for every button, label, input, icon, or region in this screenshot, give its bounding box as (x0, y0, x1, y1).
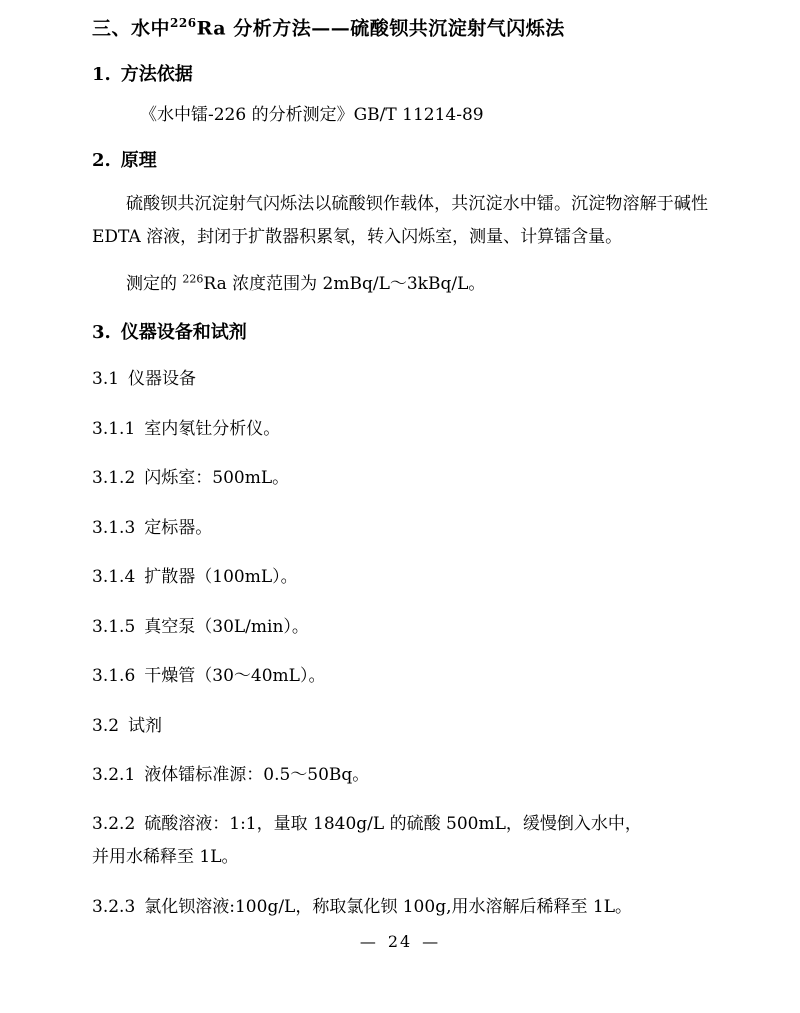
item-label: 3.1.5 (92, 616, 136, 637)
section-2-paragraph-2-superscript: 226 (182, 272, 204, 286)
section-3-heading (92, 319, 708, 346)
section-1-reference: 《水中镭-226 的分析测定》GB/T 11214-89 (140, 104, 484, 125)
item-label: 3.2.3 (92, 896, 136, 917)
section-2-paragraph-2 (92, 268, 708, 301)
page-title-prefix: 三、水中 (92, 17, 171, 40)
item-text: 定标器。 (144, 517, 213, 538)
item-text: 闪烁室：500mL。 (144, 468, 290, 489)
subsection-3-1-number: 3.1 (92, 369, 120, 390)
item-text: 液体镭标准源：0.5～50Bq。 (144, 764, 370, 785)
subsection-3-2-number: 3.2 (92, 715, 120, 736)
item-text: 扩散器（100mL）。 (144, 567, 298, 588)
page-title-rest: Ra 分析方法——硫酸钡共沉淀射气闪烁法 (196, 17, 565, 40)
section-3-number: 3. (92, 322, 111, 344)
page-title (92, 14, 708, 43)
section-1-number: 1. (92, 63, 111, 85)
section-2-paragraph-2-pre: 测定的 (126, 274, 183, 295)
item-text: 室内氡钍分析仪。 (144, 418, 281, 439)
footer-dash-left: — (359, 932, 378, 951)
item-text: 干燥管（30～40mL）。 (144, 666, 326, 687)
section-1-heading (92, 61, 708, 88)
page-footer (0, 932, 800, 951)
list-item (92, 809, 708, 874)
subsection-3-1-heading (92, 364, 708, 395)
item-label: 3.2.2 (92, 814, 136, 835)
subsection-3-2-heading (92, 711, 708, 742)
item-label: 3.2.1 (92, 764, 136, 785)
item-label: 3.1.1 (92, 418, 136, 439)
section-2-paragraph-2-post: Ra 浓度范围为 2mBq/L～3kBq/L。 (203, 274, 486, 295)
list-item (92, 892, 708, 923)
item-text-continuation: 并用水稀释至 1L。 (92, 846, 239, 867)
list-item (92, 513, 708, 544)
section-3-title: 仪器设备和试剂 (120, 322, 247, 344)
item-label: 3.1.4 (92, 567, 136, 588)
subsection-3-2-title: 试剂 (128, 715, 163, 736)
section-2-number: 2. (92, 150, 111, 172)
list-item (92, 612, 708, 643)
item-label: 3.1.2 (92, 468, 136, 489)
page-title-superscript: 226 (170, 16, 197, 30)
subsection-3-1-title: 仪器设备 (128, 369, 197, 390)
list-item (92, 661, 708, 692)
list-item (92, 562, 708, 593)
section-2-heading (92, 147, 708, 174)
list-item (92, 463, 708, 494)
section-1-title: 方法依据 (120, 63, 193, 85)
section-2-title: 原理 (120, 150, 157, 172)
list-item (92, 414, 708, 445)
item-label: 3.1.6 (92, 666, 136, 687)
item-text: 真空泵（30L/min）。 (144, 616, 309, 637)
item-text: 硫酸溶液：1:1，量取 1840g/L 的硫酸 500mL，缓慢倒入水中， (144, 814, 642, 835)
page-number: 24 (387, 932, 413, 951)
item-label: 3.1.3 (92, 517, 136, 538)
footer-dash-right: — (422, 932, 441, 951)
item-text: 氯化钡溶液:100g/L，称取氯化钡 100g,用水溶解后稀释至 1L。 (144, 896, 632, 917)
section-2-paragraph-1: 硫酸钡共沉淀射气闪烁法以硫酸钡作载体，共沉淀水中镭。沉淀物溶解于碱性 EDTA 溶液，封闭于扩散器积累氡，转入闪烁室，测量、计算镭含量。 (92, 194, 708, 248)
list-item (92, 760, 708, 791)
